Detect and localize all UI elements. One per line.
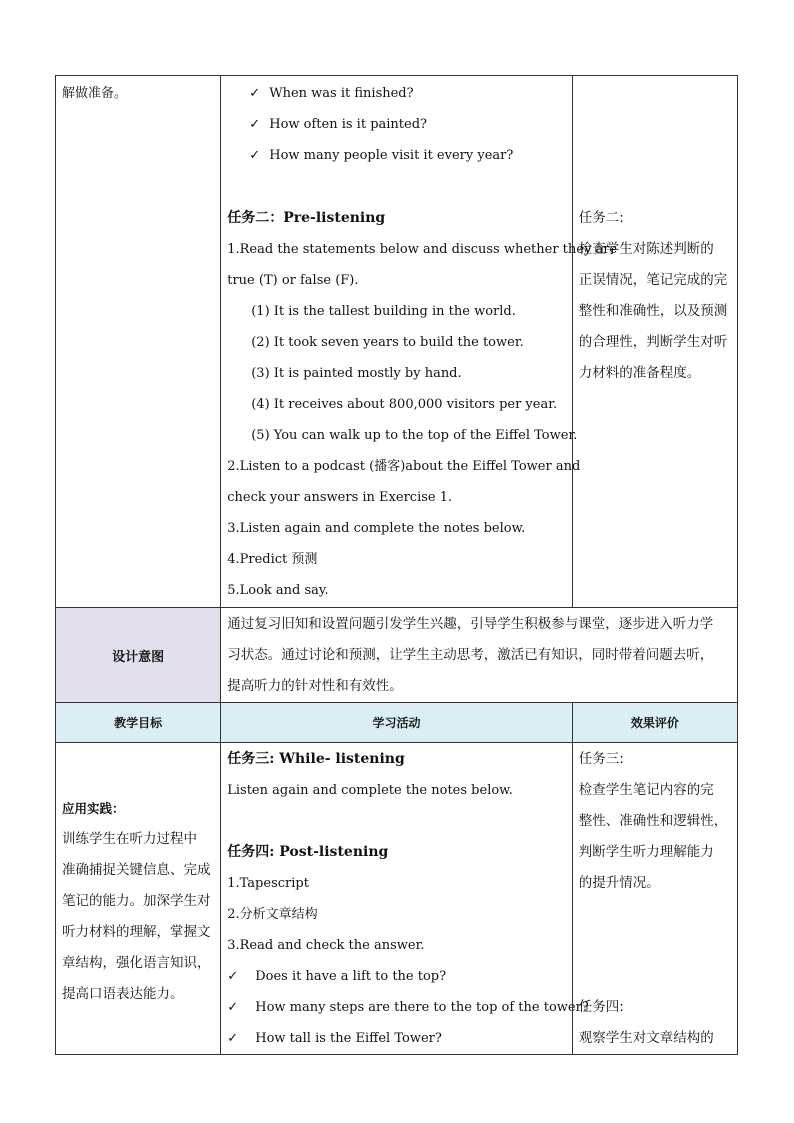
goal-cell bbox=[56, 743, 221, 1055]
goal-line: 笔记的能力。加深学生对 bbox=[62, 893, 211, 909]
check-item: ✓ How many people visit it every year? bbox=[221, 140, 572, 171]
statement: (4) It receives about 800,000 visitors per year. bbox=[251, 397, 558, 412]
goal-title: 应用实践： bbox=[62, 801, 125, 816]
eval-line: 任务二: bbox=[578, 210, 624, 226]
eval-line: 观察学生对文章结构的 bbox=[578, 1030, 714, 1046]
header-learning-activity: 学习活动 bbox=[221, 703, 573, 743]
design-intent-label: 设计意图 bbox=[56, 608, 221, 703]
check-icon: ✓ bbox=[227, 1031, 239, 1046]
intent-line: 提高听力的针对性和有效性。 bbox=[227, 678, 403, 694]
task2-title: 任务二：Pre-listening bbox=[227, 210, 386, 226]
task2-step2a: 2.Listen to a podcast (播客)about the Eiffel Tower and bbox=[227, 459, 581, 474]
check-icon: ✓ bbox=[249, 117, 261, 132]
check-item: ✓ How often is it painted? bbox=[221, 109, 572, 140]
eval-line: 检查学生笔记内容的完 bbox=[578, 782, 714, 798]
header-teaching-goal: 教学目标 bbox=[56, 703, 221, 743]
evaluation-cell bbox=[572, 743, 737, 1055]
task3-title: 任务三: While- listening bbox=[227, 751, 405, 767]
eval-line: 判断学生听力理解能力 bbox=[578, 844, 714, 860]
design-intent-text bbox=[221, 608, 738, 703]
task2-step4: 4.Predict 预测 bbox=[227, 552, 318, 567]
check-icon: ✓ bbox=[249, 148, 261, 163]
goal-text: 解做准备。 bbox=[62, 86, 128, 101]
check-item: ✓ Does it have a lift to the top? bbox=[221, 961, 572, 992]
goal-line: 训练学生在听力过程中 bbox=[62, 831, 197, 847]
intent-line: 通过复习旧知和设置问题引发学生兴趣，引导学生积极参与课堂，逐步进入听力学 bbox=[227, 616, 714, 632]
check-item: ✓ How tall is the Eiffel Tower? bbox=[221, 1023, 572, 1054]
eval-line: 检查学生对陈述判断的 bbox=[578, 241, 714, 257]
eval-line: 整性、准确性和逻辑性， bbox=[578, 813, 728, 829]
statement: (3) It is painted mostly by hand. bbox=[251, 366, 462, 381]
task2-step3: 3.Listen again and complete the notes below. bbox=[227, 521, 526, 536]
eval-line: 任务四: bbox=[578, 999, 624, 1015]
eval-line: 的提升情况。 bbox=[578, 875, 660, 891]
task2-step1a: 1.Read the statements below and discuss whether they are bbox=[227, 242, 618, 257]
eval-line: 正误情况，笔记完成的完 bbox=[578, 272, 728, 288]
task2-step2b: check your answers in Exercise 1. bbox=[227, 490, 453, 505]
task4-title: 任务四: Post-listening bbox=[227, 844, 389, 860]
activity-row-prelistening bbox=[56, 76, 738, 608]
task2-step1b: true (T) or false (F). bbox=[227, 273, 359, 288]
goal-line: 提高口语表达能力。 bbox=[62, 986, 184, 1002]
task4-item: 3.Read and check the answer. bbox=[227, 938, 425, 953]
eval-line: 力材料的准备程度。 bbox=[578, 365, 701, 381]
evaluation-cell bbox=[572, 76, 737, 608]
statement: (1) It is the tallest building in the world. bbox=[251, 304, 516, 319]
eval-line: 的合理性，判断学生对听 bbox=[578, 334, 728, 350]
check-item: ✓ How many steps are there to the top of the tower? bbox=[221, 992, 572, 1023]
statement: (2) It took seven years to build the tower. bbox=[251, 335, 524, 350]
column-header-row bbox=[56, 703, 738, 743]
check-icon: ✓ bbox=[227, 969, 239, 984]
lesson-plan-table bbox=[55, 75, 738, 1055]
design-intent-row bbox=[56, 608, 738, 703]
eval-line: 整性和准确性，以及预测 bbox=[578, 303, 728, 319]
activity-row-listening bbox=[56, 743, 738, 1055]
header-evaluation: 效果评价 bbox=[572, 703, 737, 743]
check-item: ✓ When was it finished? bbox=[221, 78, 572, 109]
task4-item: 2.分析文章结构 bbox=[227, 907, 318, 922]
goal-line: 章结构，强化语言知识， bbox=[62, 955, 211, 971]
goal-cell bbox=[56, 76, 221, 608]
task2-step5: 5.Look and say. bbox=[227, 583, 329, 598]
task3-text: Listen again and complete the notes below. bbox=[227, 783, 513, 798]
goal-line: 准确捕捉关键信息、完成 bbox=[62, 862, 211, 878]
intent-line: 习状态。通过讨论和预测，让学生主动思考，激活已有知识，同时带着问题去听， bbox=[227, 647, 714, 663]
check-icon: ✓ bbox=[227, 1000, 239, 1015]
eval-line: 任务三: bbox=[578, 751, 624, 767]
check-icon: ✓ bbox=[249, 86, 261, 101]
statement: (5) You can walk up to the top of the Eiffel Tower. bbox=[251, 428, 578, 443]
goal-line: 听力材料的理解，掌握文 bbox=[62, 924, 211, 940]
activity-cell bbox=[221, 743, 589, 1055]
task4-item: 1.Tapescript bbox=[227, 876, 309, 891]
activity-cell bbox=[221, 76, 618, 608]
